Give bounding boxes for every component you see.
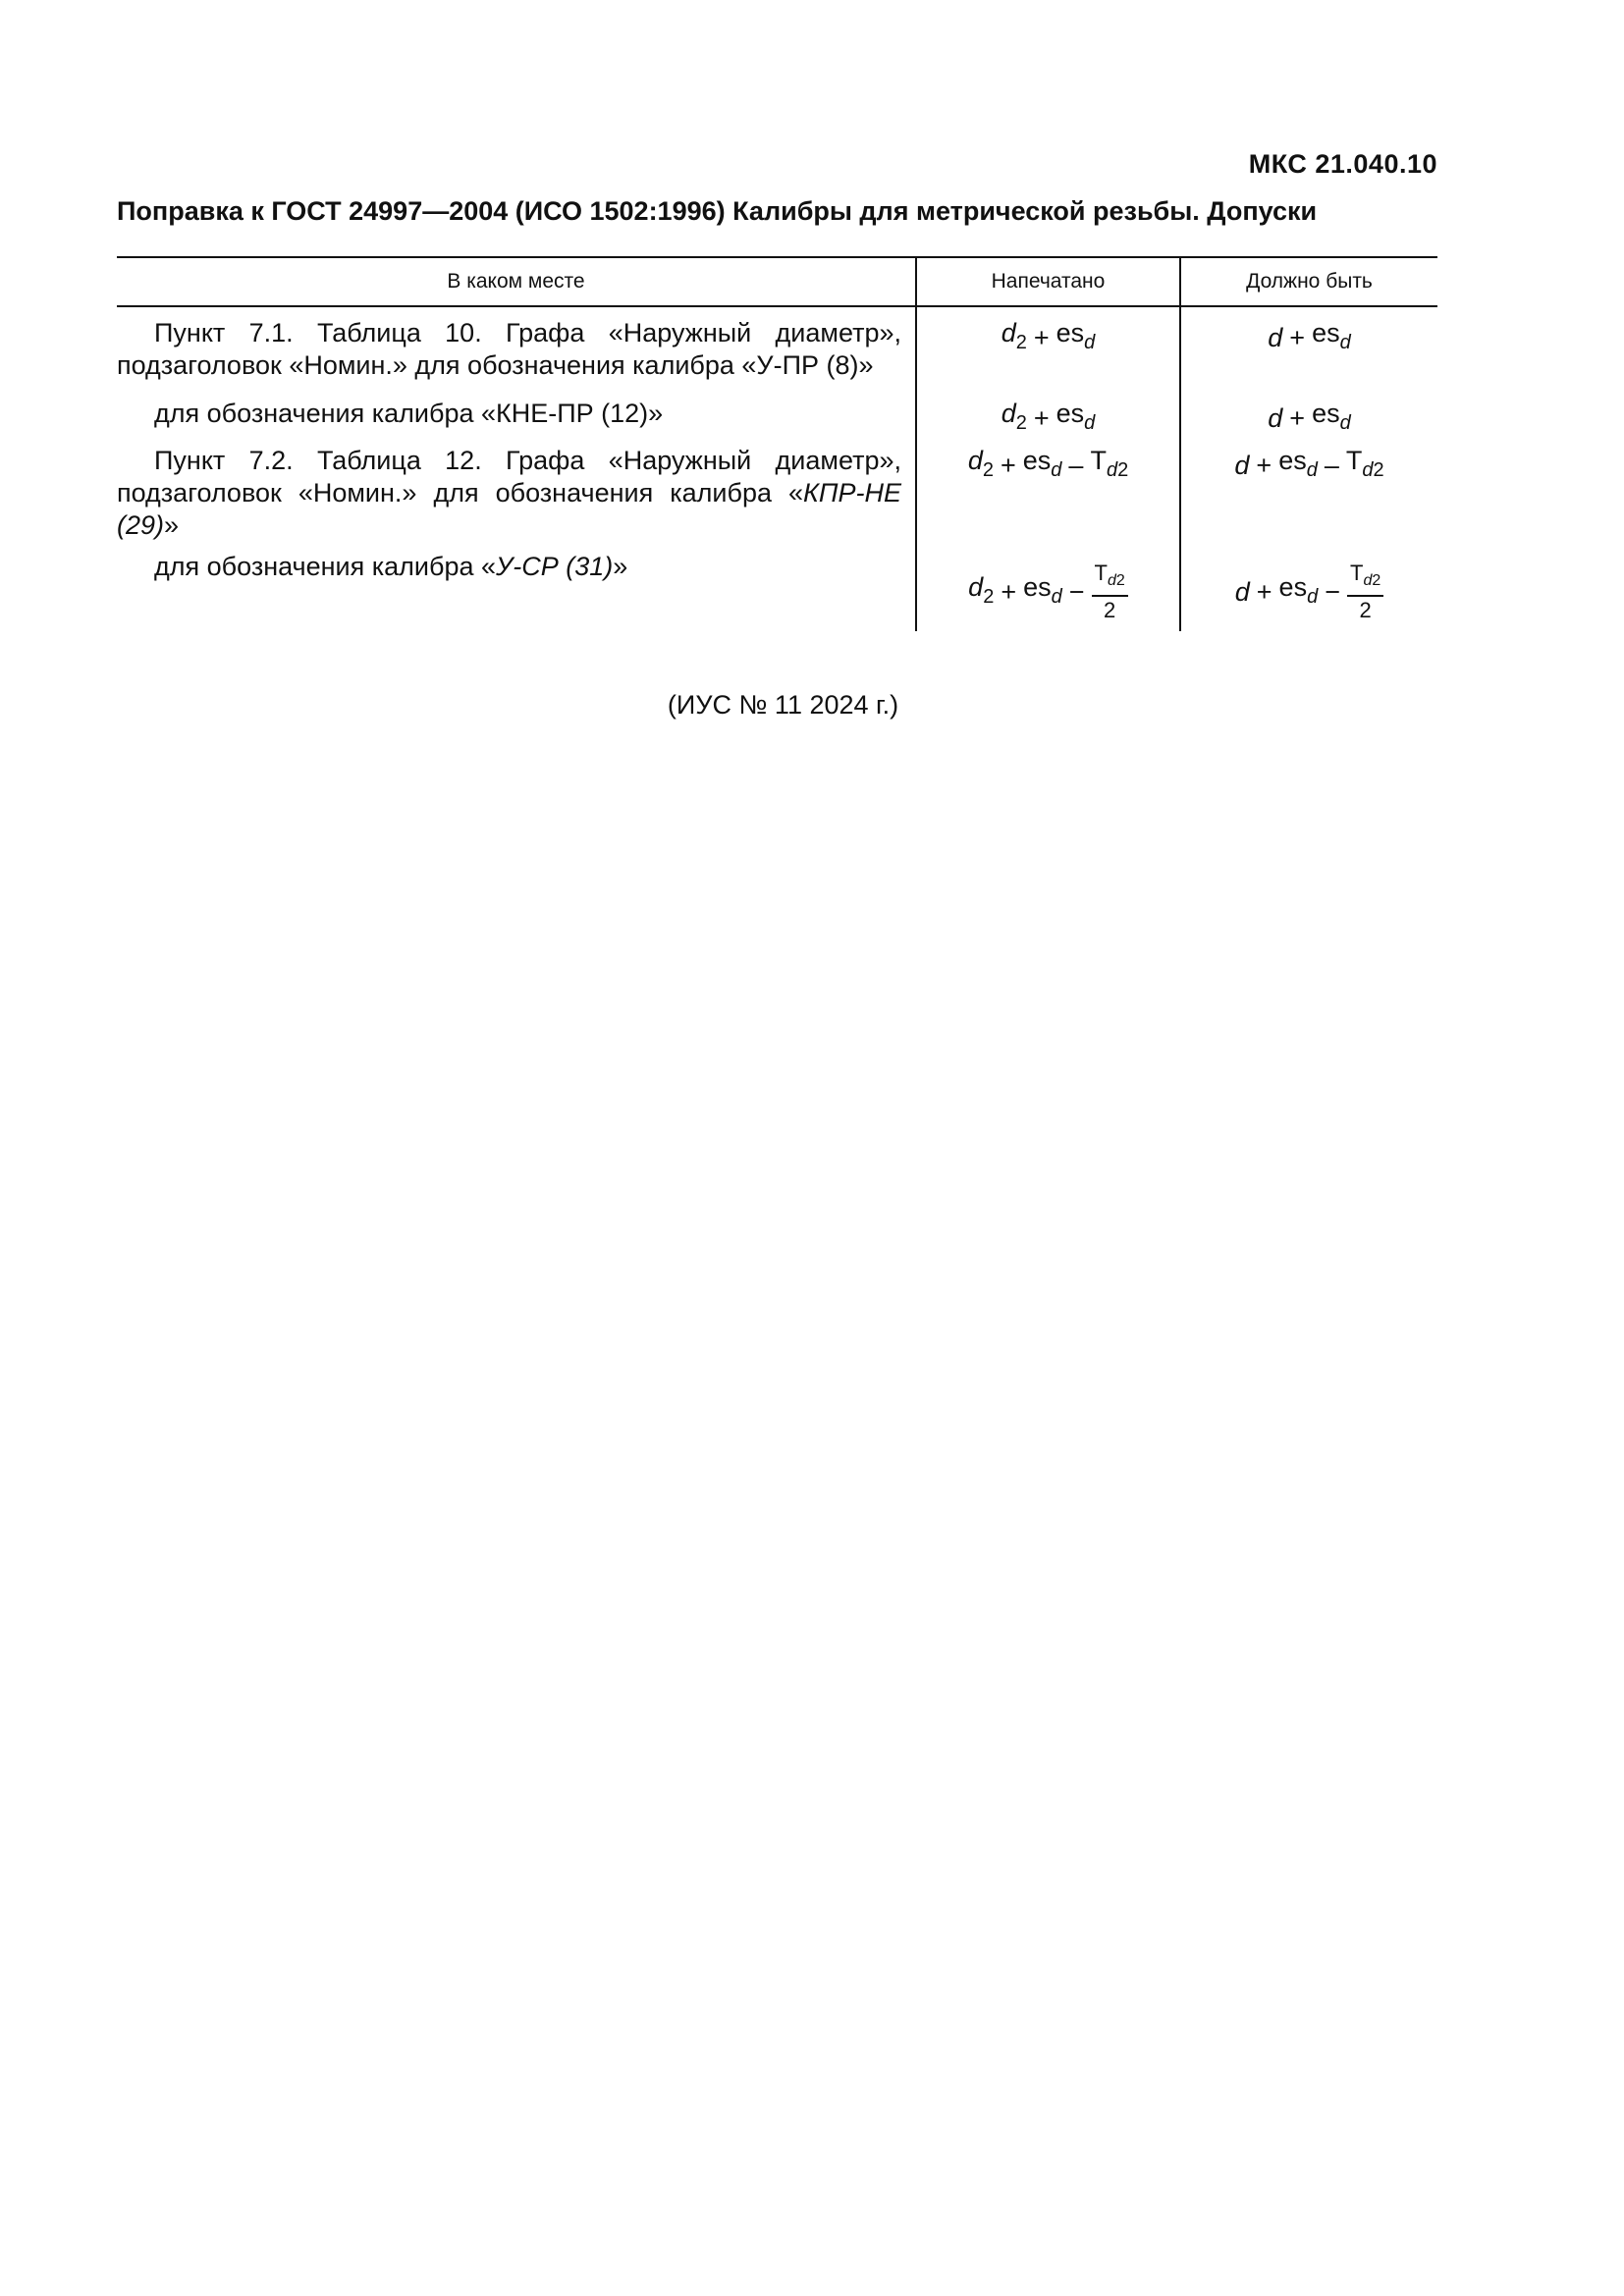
table-header-row [117, 257, 1437, 306]
header-should-be: Должно быть [1180, 257, 1437, 306]
row-location: для обозначения калибра «У-СР (31)» [154, 552, 628, 581]
table-row [117, 306, 1437, 396]
fraction: $\frac{T_{d2}}{2}$ [1092, 561, 1128, 623]
table-row [117, 551, 1437, 631]
formula-printed-3: $d_2$ + $es_d$ – $T_{d2}$ [967, 446, 1129, 481]
header-location: В каком месте [117, 257, 916, 306]
location-text: для обозначения калибра «КНЕ-ПР (12)» [154, 399, 664, 428]
row-location [117, 306, 916, 396]
header-printed: Напечатано [916, 257, 1180, 306]
row-printed-formula [916, 306, 1180, 396]
row-corrected-formula [1180, 396, 1437, 445]
document-title: Поправка к ГОСТ 24997—2004 (ИСО 1502:1996) Калибры для метрической резьбы. Допуски [117, 196, 1318, 226]
formula-printed-2: $d_2$ + $es_d$ [1001, 399, 1096, 434]
fraction: $\frac{T_{d2}}{2}$ [1347, 561, 1383, 623]
row-corrected-formula [1180, 306, 1437, 396]
table-row [117, 445, 1437, 551]
row-printed-formula [916, 445, 1180, 551]
formula-corrected-1: d + $es_d$ [1268, 318, 1351, 353]
gauge-designation: У-СР (31) [496, 552, 614, 581]
formula-corrected-4: d + $es_d$ − $\frac{T_{d2}}{2}$ [1235, 561, 1384, 623]
gauge-designation: КПР-НЕ (29) [117, 478, 901, 540]
formula-corrected-2: d + $es_d$ [1268, 399, 1351, 434]
row-printed-formula [916, 396, 1180, 445]
row-corrected-formula [1180, 551, 1437, 631]
classification-code: МКС 21.040.10 [1248, 149, 1437, 179]
location-text: Пункт 7.1. Таблица 10. Графа «Наружный диаметр», подзаголовок «Номин.» для обозначения калибра «У-ПР (8)» [117, 318, 901, 380]
formula-printed-4: $d_2$ + $es_d$ − $\frac{T_{d2}}{2}$ [968, 561, 1128, 623]
ius-reference: (ИУС № 11 2024 г.) [667, 690, 899, 720]
row-location [117, 396, 916, 445]
row-printed-formula [916, 551, 1180, 631]
formula-printed-1: $d_2$ + $es_d$ [1001, 318, 1096, 353]
table-row [117, 396, 1437, 445]
row-corrected-formula [1180, 445, 1437, 551]
correction-table [117, 256, 1437, 631]
formula-corrected-3: d + $es_d$ – $T_{d2}$ [1234, 446, 1384, 481]
row-location: Пункт 7.2. Таблица 12. Графа «Наружный диаметр», подзаголовок «Номин.» для обозначения калибра «КПР-НЕ (29)» [117, 446, 901, 540]
